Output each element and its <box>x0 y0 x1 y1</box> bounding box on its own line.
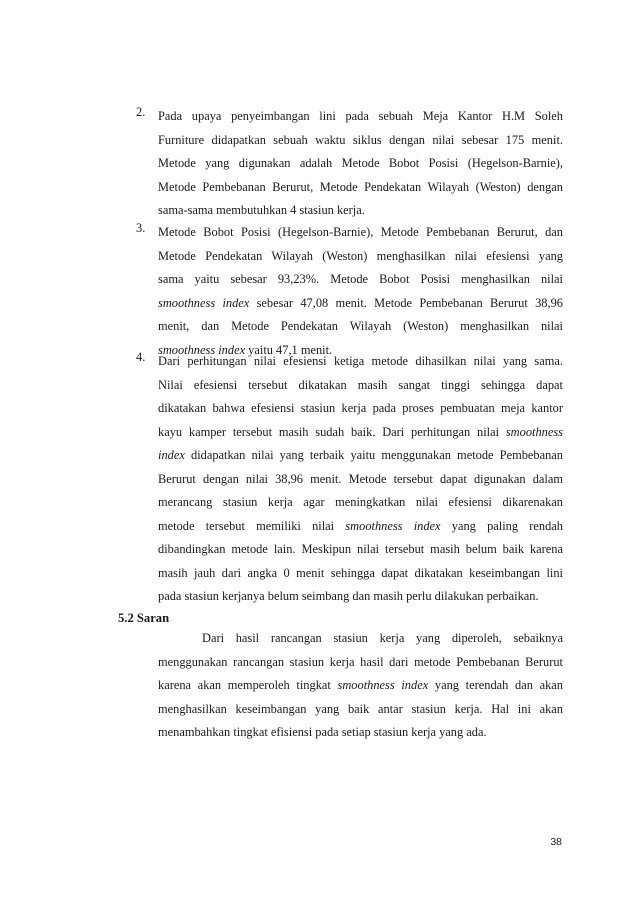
text-line: menghasilkan keseimbangan yang baik antar stasiun kerja. Hal ini akan <box>158 701 563 716</box>
text-line: Berurut dengan nilai 38,96 menit. Metode tersebut dapat digunakan dalam <box>158 471 563 486</box>
text-line: Dari perhitungan nilai efesiensi ketiga metode dihasilkan nilai yang sama. <box>158 354 563 368</box>
text-line: sama-sama membutuhkan 4 stasiun kerja. <box>158 203 365 217</box>
text-line: pada stasiun kerjanya belum seimbang dan masih perlu dilakukan perbaikan. <box>158 589 539 603</box>
text-line: dibandingkan metode lain. Meskipun nilai tersebut masih belum baik karena <box>158 542 563 556</box>
text-line: Dari hasil rancangan stasiun kerja yang diperoleh, sebaiknya <box>202 631 563 645</box>
item-text <box>158 350 563 609</box>
list-number: 2. <box>136 105 146 119</box>
list-number: 4. <box>136 350 146 364</box>
text-line: metode tersebut memiliki nilai smoothness index yang paling rendah <box>158 518 563 533</box>
text-line: kayu kamper tersebut masih sudah baik. Dari perhitungan nilai smoothness <box>158 424 563 439</box>
saran-paragraph <box>158 627 563 745</box>
text-line: karena akan memperoleh tingkat smoothness index yang terendah dan akan <box>158 678 563 692</box>
page-number: 38 <box>550 836 562 848</box>
text-line: dikatakan bahwa efesiensi stasiun kerja pada proses pembuatan meja kantor <box>158 401 563 415</box>
text-line: menambahkan tingkat efisiensi pada setiap stasiun kerja yang ada. <box>158 725 487 739</box>
text-line: Nilai efesiensi tersebut dikatakan masih sangat tinggi sehingga dapat <box>158 377 563 392</box>
text-line: smoothness index yaitu 47,1 menit. <box>158 342 333 357</box>
section-heading: 5.2 Saran <box>118 611 170 625</box>
conclusion-item-2 <box>138 105 563 223</box>
text-line: Furniture didapatkan sebuah waktu siklus dengan nilai sebesar 175 menit. <box>158 132 563 147</box>
text-line: Metode yang digunakan adalah Metode Bobot Posisi (Hegelson-Barnie), <box>158 156 563 170</box>
text-line: merancang stasiun kerja agar meningkatkan nilai efesiensi dikarenakan <box>158 495 563 509</box>
conclusion-item-3 <box>138 221 563 362</box>
text-line: Metode Bobot Posisi (Hegelson-Barnie), Metode Pembebanan Berurut, dan <box>158 225 563 239</box>
text-line: Pada upaya penyeimbangan lini pada sebuah Meja Kantor H.M Soleh <box>158 109 563 123</box>
text-line: sama yaitu sebesar 93,23%. Metode Bobot Posisi menghasilkan nilai <box>158 272 563 286</box>
list-number: 3. <box>136 221 146 235</box>
text-line: Metode Pendekatan Wilayah (Weston) menghasilkan nilai efesiensi yang <box>158 248 563 263</box>
item-text <box>158 105 563 223</box>
text-line: index didapatkan nilai yang terbaik yaitu menggunakan metode Pembebanan <box>158 448 563 462</box>
text-line: masih jauh dari angka 0 menit sehingga dapat dikatakan keseimbangan lini <box>158 565 563 580</box>
conclusion-item-4 <box>138 350 563 609</box>
text-line: menggunakan rancangan stasiun kerja hasil dari metode Pembebanan Berurut <box>158 654 563 669</box>
text-line: menit, dan Metode Pendekatan Wilayah (Weston) menghasilkan nilai <box>158 319 563 333</box>
text-line: smoothness index sebesar 47,08 menit. Metode Pembebanan Berurut 38,96 <box>158 295 563 310</box>
text-line: Metode Pembebanan Berurut, Metode Pendekatan Wilayah (Weston) dengan <box>158 179 563 194</box>
item-text <box>158 221 563 362</box>
